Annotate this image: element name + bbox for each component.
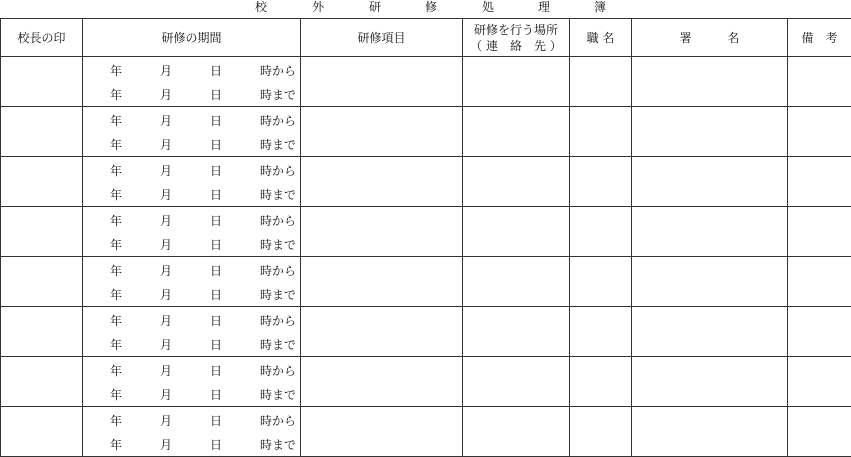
- header-row: [1, 19, 851, 57]
- ledger-row: [1, 107, 851, 157]
- training-item-cell[interactable]: [301, 207, 463, 257]
- principal-seal-cell[interactable]: [1, 107, 83, 157]
- principal-seal-cell[interactable]: [1, 57, 83, 107]
- principal-seal-cell[interactable]: [1, 307, 83, 357]
- to-hour-label: 時まで: [260, 338, 297, 352]
- header-training-place-line1: 研修を行う場所: [473, 22, 558, 37]
- training-place-cell[interactable]: [463, 157, 570, 207]
- ledger-row: [1, 357, 851, 407]
- day-label: 日: [210, 338, 223, 352]
- title-char: 研: [368, 0, 381, 14]
- to-hour-label: 時まで: [260, 188, 297, 202]
- remarks-cell[interactable]: [788, 407, 851, 457]
- from-hour-label: 時から: [260, 414, 297, 428]
- principal-seal-cell[interactable]: [1, 207, 83, 257]
- to-hour-label: 時まで: [260, 438, 297, 452]
- training-item-cell[interactable]: [301, 157, 463, 207]
- month-label: 月: [160, 114, 173, 128]
- day-label: 日: [210, 264, 223, 278]
- year-label: 年: [110, 414, 123, 428]
- period-line-from: [83, 212, 300, 230]
- day-label: 日: [210, 114, 223, 128]
- day-label: 日: [210, 214, 223, 228]
- period-line-to: [83, 86, 300, 104]
- header-training-place-line2: （ 連 絡 先 ）: [470, 38, 562, 53]
- to-hour-label: 時まで: [260, 288, 297, 302]
- job-title-cell[interactable]: [570, 157, 632, 207]
- job-title-cell[interactable]: [570, 207, 632, 257]
- training-place-cell[interactable]: [463, 307, 570, 357]
- training-place-cell[interactable]: [463, 57, 570, 107]
- signature-cell[interactable]: [632, 207, 788, 257]
- day-label: 日: [210, 314, 223, 328]
- principal-seal-cell[interactable]: [1, 257, 83, 307]
- period-line-from: [83, 62, 300, 80]
- from-hour-label: 時から: [260, 314, 297, 328]
- job-title-cell[interactable]: [570, 257, 632, 307]
- month-label: 月: [160, 264, 173, 278]
- day-label: 日: [210, 138, 223, 152]
- document-title: [0, 0, 851, 18]
- year-label: 年: [110, 114, 123, 128]
- month-label: 月: [160, 88, 173, 102]
- period-line-from: [83, 162, 300, 180]
- period-line-to: [83, 186, 300, 204]
- training-period-cell[interactable]: [83, 207, 301, 257]
- training-item-cell[interactable]: [301, 107, 463, 157]
- remarks-cell[interactable]: [788, 207, 851, 257]
- month-label: 月: [160, 338, 173, 352]
- year-label: 年: [110, 188, 123, 202]
- signature-cell[interactable]: [632, 107, 788, 157]
- ledger-row: [1, 307, 851, 357]
- job-title-cell[interactable]: [570, 57, 632, 107]
- day-label: 日: [210, 238, 223, 252]
- header-training-period: 研修の期間: [83, 19, 301, 57]
- year-label: 年: [110, 238, 123, 252]
- ledger-body: [1, 57, 851, 457]
- year-label: 年: [110, 338, 123, 352]
- to-hour-label: 時まで: [260, 388, 297, 402]
- signature-cell[interactable]: [632, 307, 788, 357]
- month-label: 月: [160, 188, 173, 202]
- title-char: 外: [311, 0, 324, 14]
- period-line-to: [83, 136, 300, 154]
- from-hour-label: 時から: [260, 264, 297, 278]
- training-item-cell[interactable]: [301, 357, 463, 407]
- training-item-cell[interactable]: [301, 57, 463, 107]
- ledger-row: [1, 207, 851, 257]
- job-title-cell[interactable]: [570, 307, 632, 357]
- period-line-from: [83, 412, 300, 430]
- month-label: 月: [160, 388, 173, 402]
- signature-cell[interactable]: [632, 357, 788, 407]
- header-principal-seal: 校長の印: [1, 19, 83, 57]
- remarks-cell[interactable]: [788, 107, 851, 157]
- training-period-cell[interactable]: [83, 157, 301, 207]
- job-title-cell[interactable]: [570, 107, 632, 157]
- period-line-from: [83, 362, 300, 380]
- month-label: 月: [160, 314, 173, 328]
- year-label: 年: [110, 88, 123, 102]
- ledger-row: [1, 157, 851, 207]
- period-line-to: [83, 436, 300, 454]
- remarks-cell[interactable]: [788, 157, 851, 207]
- signature-cell[interactable]: [632, 157, 788, 207]
- from-hour-label: 時から: [260, 364, 297, 378]
- period-line-to: [83, 336, 300, 354]
- training-period-cell[interactable]: [83, 107, 301, 157]
- job-title-cell[interactable]: [570, 357, 632, 407]
- day-label: 日: [210, 164, 223, 178]
- period-line-from: [83, 312, 300, 330]
- principal-seal-cell[interactable]: [1, 407, 83, 457]
- day-label: 日: [210, 388, 223, 402]
- ledger-row: [1, 57, 851, 107]
- training-place-cell[interactable]: [463, 407, 570, 457]
- training-place-cell[interactable]: [463, 107, 570, 157]
- month-label: 月: [160, 138, 173, 152]
- training-period-cell[interactable]: [83, 407, 301, 457]
- year-label: 年: [110, 138, 123, 152]
- period-line-from: [83, 262, 300, 280]
- ledger-row: [1, 407, 851, 457]
- to-hour-label: 時まで: [260, 88, 297, 102]
- training-ledger-table: [0, 18, 851, 457]
- from-hour-label: 時から: [260, 214, 297, 228]
- year-label: 年: [110, 214, 123, 228]
- signature-cell[interactable]: [632, 257, 788, 307]
- day-label: 日: [210, 414, 223, 428]
- month-label: 月: [160, 214, 173, 228]
- from-hour-label: 時から: [260, 164, 297, 178]
- training-place-cell[interactable]: [463, 357, 570, 407]
- month-label: 月: [160, 414, 173, 428]
- training-item-cell[interactable]: [301, 307, 463, 357]
- job-title-cell[interactable]: [570, 407, 632, 457]
- signature-cell[interactable]: [632, 407, 788, 457]
- principal-seal-cell[interactable]: [1, 157, 83, 207]
- training-period-cell[interactable]: [83, 357, 301, 407]
- title-char: 校: [254, 0, 267, 14]
- period-line-from: [83, 112, 300, 130]
- signature-cell[interactable]: [632, 57, 788, 107]
- year-label: 年: [110, 264, 123, 278]
- training-item-cell[interactable]: [301, 257, 463, 307]
- day-label: 日: [210, 64, 223, 78]
- header-signature: 署 名: [632, 19, 788, 57]
- period-line-to: [83, 386, 300, 404]
- ledger-row: [1, 257, 851, 307]
- period-line-to: [83, 286, 300, 304]
- remarks-cell[interactable]: [788, 357, 851, 407]
- remarks-cell[interactable]: [788, 307, 851, 357]
- year-label: 年: [110, 388, 123, 402]
- to-hour-label: 時まで: [260, 238, 297, 252]
- remarks-cell[interactable]: [788, 257, 851, 307]
- month-label: 月: [160, 364, 173, 378]
- header-remarks: 備 考: [788, 19, 851, 57]
- to-hour-label: 時まで: [260, 138, 297, 152]
- month-label: 月: [160, 238, 173, 252]
- day-label: 日: [210, 438, 223, 452]
- period-line-to: [83, 236, 300, 254]
- year-label: 年: [110, 438, 123, 452]
- day-label: 日: [210, 364, 223, 378]
- month-label: 月: [160, 438, 173, 452]
- day-label: 日: [210, 88, 223, 102]
- day-label: 日: [210, 188, 223, 202]
- year-label: 年: [110, 288, 123, 302]
- title-char: 処: [481, 0, 494, 14]
- day-label: 日: [210, 288, 223, 302]
- training-place-cell[interactable]: [463, 257, 570, 307]
- training-place-cell[interactable]: [463, 207, 570, 257]
- training-period-cell[interactable]: [83, 257, 301, 307]
- header-training-place: [463, 19, 570, 57]
- year-label: 年: [110, 64, 123, 78]
- month-label: 月: [160, 164, 173, 178]
- month-label: 月: [160, 288, 173, 302]
- title-char: 修: [424, 0, 437, 14]
- training-item-cell[interactable]: [301, 407, 463, 457]
- from-hour-label: 時から: [260, 64, 297, 78]
- remarks-cell[interactable]: [788, 57, 851, 107]
- year-label: 年: [110, 164, 123, 178]
- year-label: 年: [110, 364, 123, 378]
- year-label: 年: [110, 314, 123, 328]
- training-period-cell[interactable]: [83, 57, 301, 107]
- title-char: 簿: [593, 0, 606, 14]
- from-hour-label: 時から: [260, 114, 297, 128]
- header-job-title: 職 名: [570, 19, 632, 57]
- principal-seal-cell[interactable]: [1, 357, 83, 407]
- month-label: 月: [160, 64, 173, 78]
- title-char: 理: [537, 0, 550, 14]
- training-period-cell[interactable]: [83, 307, 301, 357]
- header-training-item: 研修項目: [301, 19, 463, 57]
